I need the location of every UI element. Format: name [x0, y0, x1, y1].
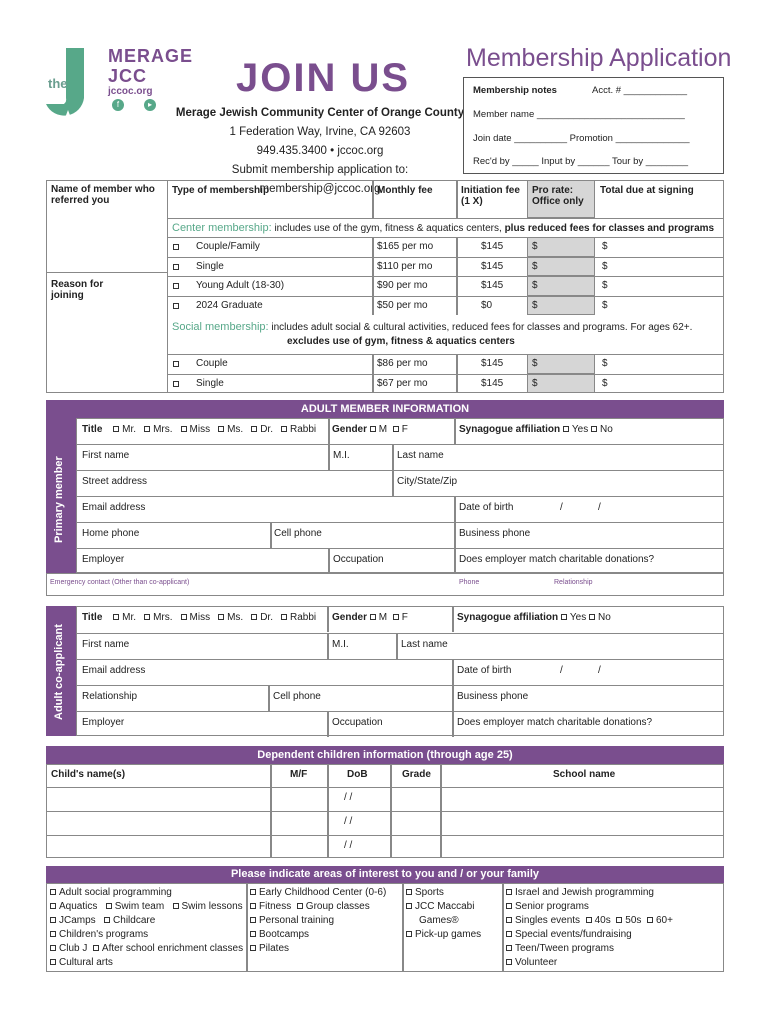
- center-desc: includes use of the gym, fitness & aquatics centers,: [274, 223, 502, 234]
- checkbox[interactable]: [181, 426, 187, 432]
- title-option-label: Dr.: [260, 612, 273, 623]
- divider: [372, 296, 374, 316]
- last-name-field[interactable]: Last name: [397, 450, 444, 461]
- divider: [270, 522, 272, 548]
- divider: [456, 257, 458, 277]
- adult-title-row: [82, 424, 316, 435]
- coapp-email[interactable]: Email address: [82, 665, 146, 676]
- divider: [246, 883, 248, 972]
- total-header: Total due at signing: [600, 185, 694, 196]
- adult-title-options[interactable]: [105, 424, 316, 435]
- divider: [396, 633, 398, 659]
- divider: [456, 276, 458, 296]
- city-field[interactable]: City/State/Zip: [397, 476, 458, 487]
- coapp-cell[interactable]: Cell phone: [273, 691, 321, 702]
- monthly-fee: $86 per mo: [377, 358, 428, 369]
- interest-item[interactable]: Pick-up games: [406, 928, 481, 942]
- membership-option-checkbox[interactable]: [173, 379, 182, 390]
- interest-item[interactable]: Special events/fundraising: [506, 928, 673, 942]
- initiation-fee: $145: [481, 377, 504, 389]
- row-divider: [76, 496, 724, 497]
- checkbox[interactable]: [393, 426, 399, 432]
- title-option-label: Rabbi: [289, 424, 317, 435]
- title-option[interactable]: [251, 424, 273, 435]
- row-divider: [76, 659, 724, 660]
- divider: [268, 685, 270, 711]
- interest-item[interactable]: Children's programs: [50, 928, 243, 942]
- divider: [456, 296, 458, 316]
- checkbox[interactable]: [251, 614, 257, 620]
- coapp-employer[interactable]: Employer: [82, 717, 125, 728]
- child-column-header: Child's name(s): [51, 769, 126, 780]
- interests-col-1: [50, 886, 243, 970]
- checkbox[interactable]: [173, 264, 179, 270]
- divider: [327, 711, 329, 737]
- row-divider: [46, 811, 724, 812]
- title-option[interactable]: [218, 612, 243, 623]
- interest-item[interactable]: Bootcamps: [250, 928, 386, 942]
- initiation-fee: $145: [481, 241, 504, 252]
- title-option[interactable]: [281, 612, 316, 623]
- org-address: 1 Federation Way, Irvine, CA 92603: [229, 126, 411, 138]
- no-label: No: [600, 424, 613, 435]
- row-divider: [46, 835, 724, 836]
- emergency-contact-field[interactable]: Emergency contact (Other than co-applicant): [50, 579, 190, 586]
- membership-type: Young Adult (18-30): [196, 280, 285, 291]
- divider: [456, 374, 458, 394]
- checkbox[interactable]: [173, 244, 179, 250]
- primary-member-tab: [46, 418, 76, 573]
- divider: [440, 764, 442, 858]
- title-option[interactable]: [181, 424, 211, 435]
- membership-type: Single: [196, 377, 224, 389]
- children-header: Dependent children information (through age 25): [46, 746, 724, 764]
- divider: [454, 548, 456, 574]
- monthly-header: Monthly fee: [377, 185, 433, 196]
- title-label: Title: [82, 612, 103, 623]
- membership-type: Couple/Family: [196, 241, 260, 252]
- row-divider: [168, 237, 724, 238]
- monthly-fee: $90 per mo: [377, 280, 428, 291]
- row-divider: [168, 276, 724, 277]
- divider: [372, 257, 374, 277]
- gender-field[interactable]: [332, 424, 408, 435]
- divider: [270, 764, 272, 858]
- monthly-fee: $67 per mo: [377, 377, 428, 389]
- monthly-fee: $165 per mo: [377, 241, 434, 252]
- row-divider: [76, 470, 724, 471]
- coapp-business[interactable]: Business phone: [457, 691, 529, 702]
- synagogue-field[interactable]: [459, 424, 613, 435]
- dob-slash: /: [598, 665, 601, 676]
- interest-item[interactable]: Israel and Jewish programming: [506, 886, 673, 900]
- coapp-relationship[interactable]: Relationship: [82, 691, 138, 702]
- total-due-field[interactable]: $: [602, 260, 608, 272]
- occupation-field[interactable]: Occupation: [333, 554, 384, 565]
- initiation-fee: $145: [481, 358, 504, 369]
- divider: [392, 444, 394, 470]
- divider: [392, 470, 394, 496]
- divider: [328, 444, 330, 470]
- adult-member-header: ADULT MEMBER INFORMATION: [46, 400, 724, 418]
- divider: [456, 354, 458, 374]
- dob-field[interactable]: Date of birth: [459, 502, 514, 513]
- checkbox[interactable]: [589, 614, 595, 620]
- prorate-value: $: [532, 241, 538, 252]
- divider: [328, 418, 330, 444]
- checkbox[interactable]: [173, 303, 179, 309]
- divider: [327, 606, 329, 632]
- coapp-mi[interactable]: M.I.: [332, 639, 349, 650]
- row-divider: [76, 633, 724, 634]
- checkbox[interactable]: [113, 614, 119, 620]
- org-name: Merage Jewish Community Center of Orange County: [175, 107, 465, 119]
- donations-field[interactable]: Does employer match charitable donations?: [459, 554, 655, 565]
- title-option[interactable]: [113, 612, 136, 623]
- interest-item[interactable]: Adult social programming: [50, 886, 243, 900]
- co-applicant-tab: [46, 606, 76, 736]
- checkbox[interactable]: [563, 426, 569, 432]
- employer-field[interactable]: Employer: [82, 554, 125, 565]
- emergency-row: [46, 573, 724, 596]
- prorate-value: $: [532, 280, 538, 291]
- interests-header: Please indicate areas of interest to you and / or your family: [46, 866, 724, 883]
- checkbox[interactable]: [173, 283, 179, 289]
- submit-info: Submit membership application to: membership@jccoc.org: [231, 164, 409, 195]
- title-option-label: Dr.: [260, 424, 273, 435]
- child-column-header: School name: [553, 769, 616, 780]
- total-due-field[interactable]: $: [602, 280, 608, 291]
- child-column-header: M/F: [290, 769, 308, 780]
- checkbox[interactable]: [251, 426, 257, 432]
- membership-type: Couple: [196, 358, 228, 369]
- total-due-field[interactable]: $: [602, 358, 608, 369]
- gender-m: M: [378, 424, 388, 435]
- membership-type: 2024 Graduate: [196, 299, 263, 311]
- title-option-label: Mr.: [122, 612, 137, 623]
- title-option-label: Mr.: [122, 424, 137, 435]
- logo-merage: MERAGE: [108, 46, 194, 66]
- coapp-donations[interactable]: Does employer match charitable donations?: [457, 717, 653, 728]
- membership-notes-box: [463, 77, 724, 174]
- social-title: Social membership:: [172, 321, 269, 333]
- join-date-field[interactable]: Join date __________ Promotion ______________: [473, 133, 690, 144]
- join-us-heading: JOIN US: [236, 56, 411, 100]
- interest-item[interactable]: Club J After school enrichment classes: [50, 942, 243, 956]
- interest-item[interactable]: Teen/Tween programs: [506, 942, 673, 956]
- street-field[interactable]: Street address: [82, 476, 148, 487]
- initiation-header: Initiation fee (1 X): [461, 185, 520, 207]
- title-option-label: Ms.: [227, 424, 244, 435]
- interests-col-2: [250, 886, 386, 956]
- title-option[interactable]: [218, 424, 243, 435]
- divider: [502, 883, 504, 972]
- row-divider: [46, 787, 724, 788]
- interest-item: Games®: [419, 915, 459, 926]
- interest-item[interactable]: JCamps Childcare: [50, 914, 243, 928]
- title-option-label: Miss: [189, 612, 211, 623]
- child-dob-field[interactable]: / /: [344, 816, 353, 827]
- interest-item[interactable]: JCC Maccabi: [406, 900, 481, 914]
- monthly-fee: $50 per mo: [377, 299, 428, 311]
- row-divider: [168, 296, 724, 297]
- title-option-label: Rabbi: [289, 612, 317, 623]
- interest-item[interactable]: Aquatics Swim team Swim lessons: [50, 900, 243, 914]
- checkbox[interactable]: [393, 614, 399, 620]
- divider: [402, 883, 404, 972]
- divider: [456, 180, 458, 218]
- interest-item[interactable]: Early Childhood Center (0-6): [250, 886, 386, 900]
- checkbox[interactable]: [144, 426, 150, 432]
- divider: [452, 659, 454, 685]
- divider: [372, 354, 374, 374]
- coapp-occupation[interactable]: Occupation: [332, 717, 383, 728]
- checkbox[interactable]: [173, 361, 179, 367]
- row-divider: [168, 374, 724, 375]
- divider: [46, 272, 168, 273]
- mi-field[interactable]: M.I.: [333, 450, 350, 461]
- checkbox[interactable]: [370, 614, 376, 620]
- interest-item[interactable]: Cultural arts: [50, 956, 243, 970]
- synagogue-label: Synagogue affiliation: [457, 612, 559, 623]
- cell-phone-field[interactable]: Cell phone: [274, 528, 322, 539]
- total-due-field[interactable]: $: [602, 299, 608, 311]
- row-divider: [76, 548, 724, 549]
- membership-option-checkbox[interactable]: [173, 281, 182, 292]
- membership-option-checkbox[interactable]: [173, 301, 182, 312]
- prorate-value: $: [532, 299, 538, 311]
- interest-item[interactable]: Sports: [406, 886, 481, 900]
- title-option[interactable]: [144, 424, 172, 435]
- gender-f: F: [401, 612, 408, 623]
- divider: [168, 218, 724, 219]
- org-phone: 949.435.3400 • jccoc.org: [256, 145, 384, 157]
- title-option[interactable]: [281, 424, 316, 435]
- checkbox[interactable]: [144, 614, 150, 620]
- gender-label: Gender: [332, 612, 368, 623]
- title-option-label: Ms.: [227, 612, 244, 623]
- center-membership-desc: [172, 222, 714, 234]
- interest-item[interactable]: Personal training: [250, 914, 386, 928]
- child-column-header: DoB: [347, 769, 368, 780]
- social-desc: includes adult social & cultural activities, reduced fees for classes and programs. For ages 62+.: [271, 322, 693, 333]
- facebook-icon[interactable]: f: [112, 99, 124, 111]
- row-divider: [76, 711, 724, 712]
- initiation-fee: $145: [481, 280, 504, 291]
- initiation-fee: $0: [481, 299, 493, 311]
- divider: [327, 633, 329, 659]
- membership-option-checkbox[interactable]: [173, 359, 182, 370]
- acct-field[interactable]: Acct. # ____________: [592, 85, 688, 96]
- interest-item[interactable]: Senior programs: [506, 900, 673, 914]
- initiation-fee: $145: [481, 260, 504, 272]
- divider: [372, 237, 374, 257]
- title-option[interactable]: [113, 424, 136, 435]
- interest-item[interactable]: Pilates: [250, 942, 386, 956]
- checkbox[interactable]: [218, 426, 224, 432]
- membership-type: Single: [196, 260, 224, 272]
- yes-label: Yes: [571, 424, 589, 435]
- notes-title: Membership notes: [473, 85, 557, 96]
- divider: [372, 374, 374, 394]
- youtube-icon[interactable]: ▸: [144, 99, 156, 111]
- checkbox[interactable]: [561, 614, 567, 620]
- interests-col-4: [506, 886, 673, 970]
- gender-m: M: [378, 612, 388, 623]
- checkbox[interactable]: [281, 426, 287, 432]
- first-name-field[interactable]: First name: [82, 450, 130, 461]
- home-phone-field[interactable]: Home phone: [82, 528, 140, 539]
- row-divider: [168, 257, 724, 258]
- row-divider: [76, 685, 724, 686]
- divider: [454, 522, 456, 548]
- total-due-field[interactable]: $: [602, 241, 608, 252]
- checkbox[interactable]: [281, 614, 287, 620]
- dob-slash: /: [560, 665, 563, 676]
- interest-item[interactable]: Volunteer: [506, 956, 673, 970]
- membership-option-checkbox[interactable]: [173, 242, 182, 253]
- divider: [452, 711, 454, 737]
- divider: [452, 685, 454, 711]
- type-header: Type of membership: [172, 185, 270, 196]
- primary-member-label: Primary member: [53, 456, 65, 543]
- member-name-field[interactable]: Member name ____________________________: [473, 109, 685, 120]
- membership-option-checkbox[interactable]: [173, 262, 182, 273]
- coapp-title-row: [82, 612, 316, 623]
- row-divider: [168, 354, 724, 355]
- divider: [327, 764, 329, 858]
- gender-label: Gender: [332, 424, 368, 435]
- monthly-fee: $110 per mo: [377, 260, 433, 272]
- total-due-field[interactable]: $: [602, 377, 608, 389]
- divider: [454, 418, 456, 444]
- title-label: Title: [82, 424, 103, 435]
- divider: [454, 496, 456, 522]
- title-option[interactable]: [181, 612, 211, 623]
- center-title: Center membership:: [172, 222, 272, 234]
- row-divider: [76, 522, 724, 523]
- no-label: No: [598, 612, 611, 623]
- checkbox[interactable]: [113, 426, 119, 432]
- center-desc-bold: plus reduced fees for classes and programs: [504, 223, 715, 234]
- child-column-header: Grade: [402, 769, 431, 780]
- title-option-label: Mrs.: [153, 612, 173, 623]
- interests-col-3: [406, 886, 481, 942]
- checkbox[interactable]: [181, 614, 187, 620]
- dob-slash: /: [598, 502, 601, 513]
- child-dob-field[interactable]: / /: [344, 840, 353, 851]
- prorate-value: $: [532, 260, 538, 272]
- co-applicant-label: Adult co-applicant: [53, 624, 65, 720]
- business-phone-field[interactable]: Business phone: [459, 528, 531, 539]
- coapp-first-name[interactable]: First name: [82, 639, 130, 650]
- email-field[interactable]: Email address: [82, 502, 146, 513]
- gender-f: F: [401, 424, 408, 435]
- divider: [390, 764, 392, 858]
- reason-label: Reason for joining: [51, 279, 104, 301]
- coapp-title-options[interactable]: [105, 612, 316, 623]
- prorate-header: Pro rate: Office only: [532, 185, 584, 207]
- referred-by-label: Name of member who referred you: [51, 184, 155, 206]
- yes-label: Yes: [569, 612, 587, 623]
- divider: [456, 237, 458, 257]
- checkbox[interactable]: [218, 614, 224, 620]
- coapp-last-name[interactable]: Last name: [401, 639, 448, 650]
- page-title: Membership Application: [466, 44, 732, 72]
- synagogue-label: Synagogue affiliation: [459, 424, 561, 435]
- emergency-phone-field[interactable]: Phone: [459, 579, 480, 586]
- title-option-label: Mrs.: [153, 424, 173, 435]
- divider: [372, 180, 374, 218]
- checkbox[interactable]: [370, 426, 376, 432]
- coapp-gender-field[interactable]: [332, 612, 408, 623]
- coapp-dob[interactable]: Date of birth: [457, 665, 512, 676]
- title-option-label: Miss: [189, 424, 211, 435]
- prorate-value: $: [532, 377, 538, 389]
- title-option[interactable]: [251, 612, 273, 623]
- divider: [372, 276, 374, 296]
- interest-item[interactable]: Fitness Group classes: [250, 900, 386, 914]
- prorate-value: $: [532, 358, 538, 369]
- interest-item[interactable]: Singles events 40s 50s 60+: [506, 914, 673, 928]
- social-desc-bold: excludes use of gym, fitness & aquatics centers: [287, 336, 515, 347]
- social-membership-desc: [172, 320, 712, 349]
- divider: [328, 548, 330, 574]
- logo-the: the: [48, 76, 68, 91]
- divider: [452, 606, 454, 632]
- recd-field[interactable]: Rec'd by _____ Input by ______ Tour by ________: [473, 156, 689, 167]
- logo-url[interactable]: jccoc.org: [108, 86, 153, 97]
- dob-slash: /: [560, 502, 563, 513]
- title-option[interactable]: [144, 612, 172, 623]
- logo-jcc: JCC: [108, 66, 148, 86]
- child-dob-field[interactable]: / /: [344, 792, 353, 803]
- checkbox[interactable]: [173, 381, 179, 387]
- emergency-relationship-field[interactable]: Relationship: [554, 579, 593, 586]
- coapp-synagogue-field[interactable]: [457, 612, 611, 623]
- row-divider: [76, 444, 724, 445]
- checkbox[interactable]: [591, 426, 597, 432]
